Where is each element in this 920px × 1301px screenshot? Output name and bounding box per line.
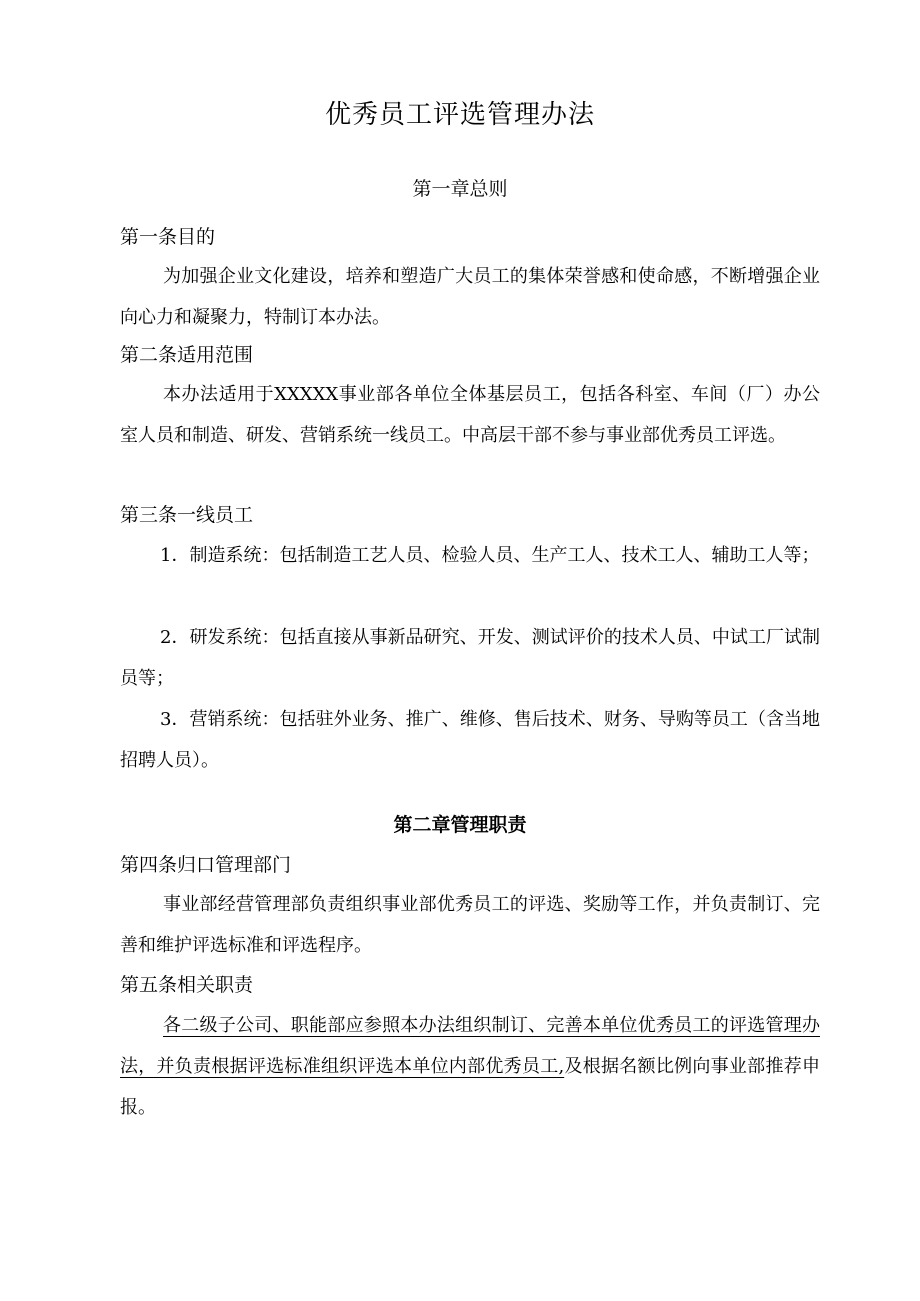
article-2-text: 本办法适用于XXXXX事业部各单位全体基层员工，包括各科室、车间（厂）办公室人员和制造、研发、营销系统一线员工。中高层干部不参与事业部优秀员工评选。 bbox=[120, 384, 820, 446]
article-1-text: 为加强企业文化建设，培养和塑造广大员工的集体荣誉感和使命感，不断增强企业向心力和凝聚力，特制订本办法。 bbox=[120, 266, 820, 328]
article-2-heading: 第二条适用范围 bbox=[120, 344, 254, 366]
article-3-item-3: 3．营销系统：包括驻外业务、推广、维修、售后技术、财务、导购等员工（含当地招聘人员）。 bbox=[120, 709, 820, 771]
article-5-text: 及根据名额比例向事业部推荐申报。 bbox=[120, 1056, 820, 1118]
document-title: 优秀员工评选管理办法 bbox=[324, 100, 595, 130]
article-4-heading: 第四条归口管理部门 bbox=[120, 854, 292, 876]
article-5-underlined-text: 各二级子公司、职能部应参照本办法组织制订、完善本单位优秀员工的评选管理办法，并负责根据评选标准组织评选本单位内部优秀员工, bbox=[120, 1015, 820, 1077]
article-4-text: 事业部经营管理部负责组织事业部优秀员工的评选、奖励等工作，并负责制订、完善和维护评选标准和评选程序。 bbox=[120, 894, 820, 956]
article-3-item-2: 2．研发系统：包括直接从事新品研究、开发、测试评价的技术人员、中试工厂试制员等； bbox=[120, 627, 820, 689]
article-3-heading: 第三条一线员工 bbox=[120, 504, 254, 526]
article-1-heading: 第一条目的 bbox=[120, 226, 216, 248]
article-5-heading: 第五条相关职责 bbox=[120, 974, 254, 996]
article-3-item-1: 1．制造系统：包括制造工艺人员、检验人员、生产工人、技术工人、辅助工人等； bbox=[160, 545, 820, 566]
chapter-2-heading: 第二章管理职责 bbox=[393, 814, 527, 836]
article-5-paragraph bbox=[120, 1005, 820, 1128]
chapter-1-heading: 第一章总则 bbox=[412, 178, 508, 200]
